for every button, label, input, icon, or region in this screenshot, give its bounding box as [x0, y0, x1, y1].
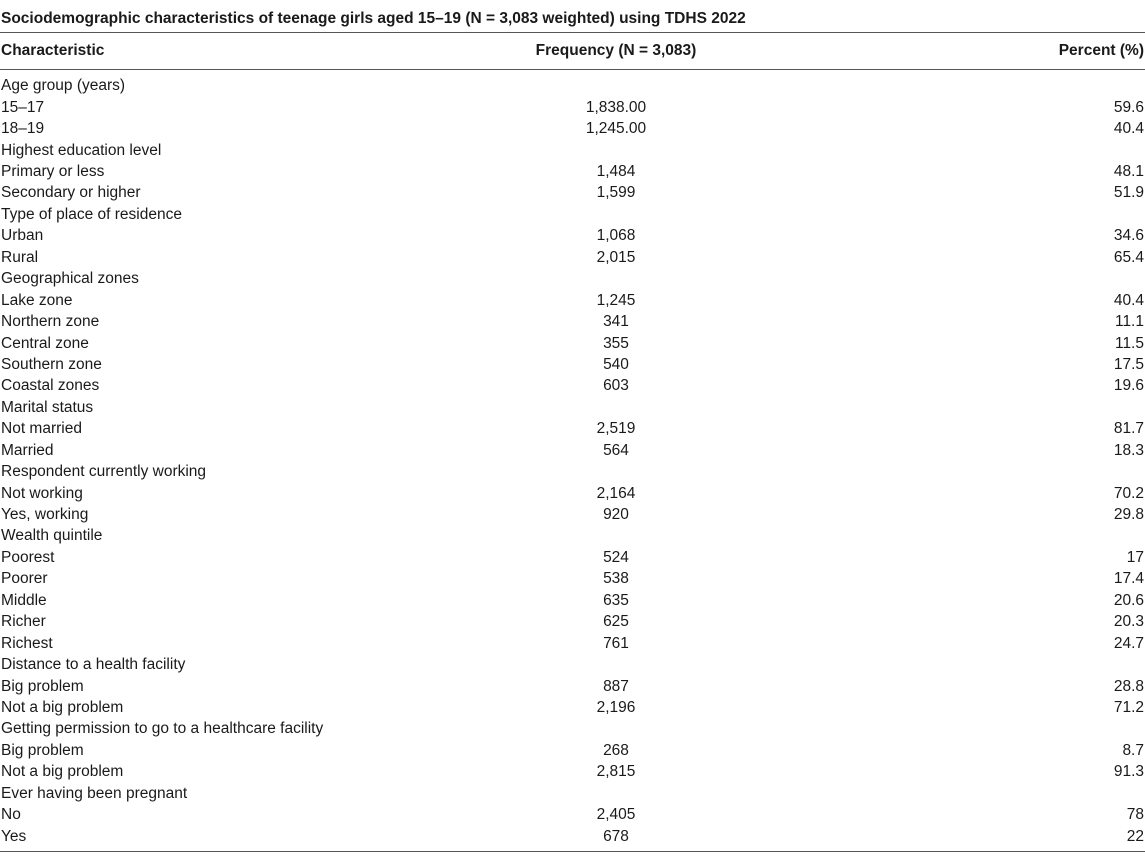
cell-percent: 18.3 [1113, 441, 1144, 459]
cell-percent: 81.7 [1113, 420, 1144, 438]
cell-characteristic: Central zone [1, 334, 89, 352]
cell-characteristic: Big problem [1, 677, 84, 695]
cell-characteristic: Coastal zones [1, 377, 100, 395]
cell-frequency [411, 719, 821, 740]
table-row [0, 140, 1145, 161]
table-row [0, 719, 1145, 740]
cell-percent: 48.1 [1113, 163, 1144, 181]
cell-characteristic: Richer [1, 613, 46, 631]
table-row [0, 397, 1145, 418]
cell-frequency: 540 [603, 355, 629, 373]
cell-percent: 11.1 [1114, 313, 1144, 331]
cell-frequency: 1,599 [596, 184, 636, 202]
cell-percent: 28.8 [1113, 677, 1144, 695]
cell-frequency: 635 [603, 591, 629, 609]
cell-characteristic: Age group (years) [1, 76, 126, 94]
cell-percent: 40.4 [1113, 120, 1144, 138]
cell-percent: 71.2 [1113, 698, 1144, 716]
cell-percent: 65.4 [1113, 248, 1144, 266]
cell-frequency: 1,838.00 [585, 98, 647, 116]
cell-characteristic: Type of place of residence [1, 205, 182, 223]
cell-characteristic: Getting permission to go to a healthcare facility [1, 720, 324, 738]
table-row [0, 804, 1145, 825]
table-row [0, 269, 1145, 290]
cell-percent: 20.6 [1113, 591, 1144, 609]
cell-characteristic: Wealth quintile [1, 527, 103, 545]
table-row [0, 183, 1145, 204]
cell-characteristic: Not working [1, 484, 83, 502]
cell-percent: 91.3 [1113, 763, 1144, 781]
cell-percent [821, 140, 1145, 161]
table-row [0, 826, 1145, 847]
cell-percent: 70.2 [1113, 484, 1144, 502]
cell-frequency [411, 526, 821, 547]
cell-characteristic: Poorest [1, 548, 55, 566]
cell-percent [821, 654, 1145, 675]
table-row [0, 118, 1145, 139]
cell-percent: 22 [1126, 827, 1144, 845]
table-row [0, 740, 1145, 761]
cell-percent: 17.5 [1113, 355, 1144, 373]
cell-percent: 40.4 [1113, 291, 1144, 309]
cell-frequency [411, 269, 821, 290]
cell-frequency: 538 [603, 570, 629, 588]
cell-frequency: 1,068 [596, 227, 636, 245]
table-row [0, 783, 1145, 804]
cell-percent: 11.5 [1114, 334, 1144, 352]
cell-percent [821, 783, 1145, 804]
table-row [0, 376, 1145, 397]
table-row [0, 612, 1145, 633]
cell-characteristic: Yes [1, 827, 27, 845]
cell-frequency: 1,245 [596, 291, 636, 309]
table-row [0, 762, 1145, 783]
cell-frequency: 1,245.00 [585, 120, 647, 138]
table-row [0, 97, 1145, 118]
cell-frequency: 2,815 [596, 763, 636, 781]
table-row [0, 526, 1145, 547]
column-header-characteristic: Characteristic [0, 33, 411, 70]
cell-characteristic: Poorer [1, 570, 48, 588]
cell-frequency: 2,196 [596, 698, 636, 716]
cell-frequency: 761 [603, 634, 629, 652]
table-row [0, 654, 1145, 675]
table-row [0, 290, 1145, 311]
cell-frequency [411, 783, 821, 804]
cell-frequency: 524 [603, 548, 629, 566]
cell-frequency [411, 140, 821, 161]
table-row [0, 461, 1145, 482]
column-header-frequency: Frequency (N = 3,083) [411, 33, 821, 70]
table-row [0, 569, 1145, 590]
table-row [0, 247, 1145, 268]
table-title: Sociodemographic characteristics of teenage girls aged 15–19 (N = 3,083 weighted) using TDHS 2022 [0, 0, 1145, 33]
cell-characteristic: Geographical zones [1, 270, 139, 288]
cell-frequency: 1,484 [596, 163, 636, 181]
cell-percent: 20.3 [1113, 613, 1144, 631]
cell-characteristic: Middle [1, 591, 47, 609]
cell-characteristic: Rural [1, 248, 39, 266]
cell-frequency [411, 204, 821, 225]
table-row [0, 226, 1145, 247]
table-row [0, 440, 1145, 461]
table-row [0, 676, 1145, 697]
cell-percent: 19.6 [1113, 377, 1144, 395]
table-row [0, 161, 1145, 182]
cell-frequency: 2,519 [596, 420, 636, 438]
table-row [0, 354, 1145, 375]
cell-characteristic: Marital status [1, 398, 94, 416]
cell-characteristic: Married [1, 441, 54, 459]
cell-characteristic: Southern zone [1, 355, 102, 373]
cell-characteristic: No [1, 806, 21, 824]
bottom-rule [0, 851, 1145, 852]
table-row [0, 204, 1145, 225]
header-row [0, 33, 1145, 70]
cell-frequency: 678 [603, 827, 629, 845]
cell-frequency: 564 [603, 441, 629, 459]
cell-frequency: 625 [603, 613, 629, 631]
cell-frequency [411, 70, 821, 98]
column-header-percent: Percent (%) [821, 33, 1145, 70]
cell-frequency [411, 654, 821, 675]
cell-frequency: 2,164 [596, 484, 636, 502]
cell-frequency: 355 [603, 334, 629, 352]
cell-frequency: 603 [603, 377, 629, 395]
table-row [0, 590, 1145, 611]
table-body [0, 70, 1145, 848]
cell-percent: 8.7 [1122, 741, 1144, 759]
table-row [0, 483, 1145, 504]
table-row [0, 504, 1145, 525]
cell-characteristic: Big problem [1, 741, 84, 759]
cell-percent: 17 [1126, 548, 1144, 566]
cell-percent [821, 526, 1145, 547]
cell-characteristic: Highest education level [1, 141, 162, 159]
cell-percent: 34.6 [1113, 227, 1144, 245]
table-row [0, 70, 1145, 98]
cell-percent [821, 461, 1145, 482]
cell-percent [821, 70, 1145, 98]
table-row [0, 311, 1145, 332]
cell-percent [821, 269, 1145, 290]
cell-frequency: 2,405 [596, 806, 636, 824]
table-row [0, 419, 1145, 440]
cell-frequency: 341 [603, 313, 629, 331]
cell-percent [821, 204, 1145, 225]
cell-percent [821, 397, 1145, 418]
cell-frequency: 887 [603, 677, 629, 695]
cell-percent: 17.4 [1113, 570, 1144, 588]
cell-characteristic: Lake zone [1, 291, 73, 309]
cell-frequency [411, 461, 821, 482]
cell-characteristic: Richest [1, 634, 53, 652]
cell-frequency: 2,015 [596, 248, 636, 266]
cell-characteristic: Not married [1, 420, 82, 438]
table-row [0, 633, 1145, 654]
cell-characteristic: Not a big problem [1, 763, 124, 781]
cell-frequency [411, 397, 821, 418]
cell-characteristic: Northern zone [1, 313, 100, 331]
table-row [0, 547, 1145, 568]
cell-characteristic: Ever having been pregnant [1, 784, 188, 802]
cell-characteristic: Urban [1, 227, 44, 245]
cell-characteristic: Respondent currently working [1, 463, 207, 481]
cell-characteristic: Secondary or higher [1, 184, 141, 202]
cell-characteristic: Distance to a health facility [1, 656, 186, 674]
cell-frequency: 268 [603, 741, 629, 759]
cell-characteristic: Not a big problem [1, 698, 124, 716]
cell-characteristic: Primary or less [1, 163, 105, 181]
table-row [0, 333, 1145, 354]
cell-percent [821, 719, 1145, 740]
cell-characteristic: Yes, working [1, 506, 89, 524]
cell-percent: 59.6 [1113, 98, 1144, 116]
cell-characteristic: 15–17 [1, 98, 45, 116]
data-table [0, 33, 1145, 847]
cell-percent: 24.7 [1113, 634, 1144, 652]
cell-percent: 78 [1126, 806, 1144, 824]
cell-frequency: 920 [603, 506, 629, 524]
table-row [0, 697, 1145, 718]
cell-characteristic: 18–19 [1, 120, 45, 138]
cell-percent: 51.9 [1113, 184, 1144, 202]
cell-percent: 29.8 [1113, 506, 1144, 524]
